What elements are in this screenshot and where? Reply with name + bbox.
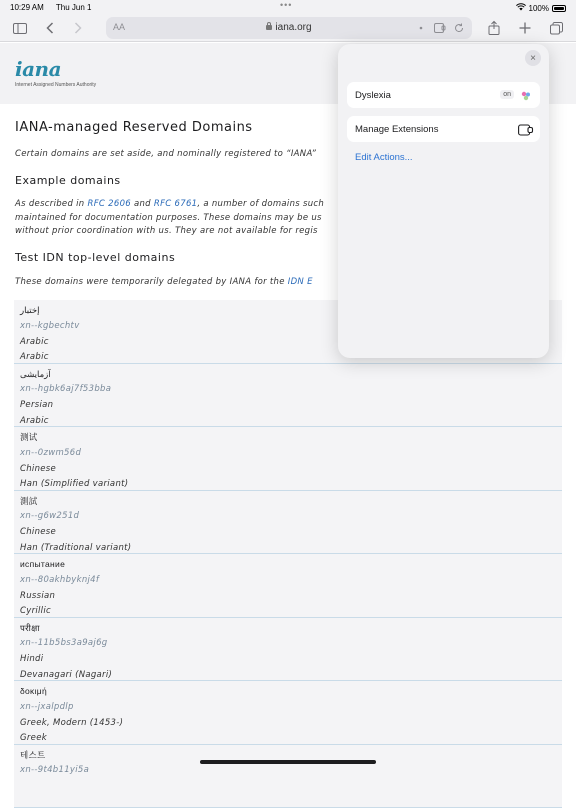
- example-text-2: and: [130, 199, 154, 209]
- script-value: Devanagari (Nagari): [20, 669, 113, 680]
- test-idn-heading: Test IDN top-level domains: [15, 251, 176, 264]
- table-row: [14, 681, 562, 745]
- manage-extensions-row[interactable]: [347, 116, 540, 142]
- status-time: 10:29 AM: [10, 3, 44, 12]
- example-text-3: , a number of domains such: [197, 199, 325, 209]
- table-row: [14, 618, 562, 682]
- extensions-puzzle-icon[interactable]: [433, 21, 447, 35]
- idn-label: آزمایشی: [20, 368, 51, 379]
- punycode-value: xn--hgbk6aj7f53bba: [20, 384, 112, 395]
- idn-evaluation-link[interactable]: IDN E: [287, 277, 313, 287]
- script-value: [20, 795, 556, 811]
- example-text-1: As described in: [15, 199, 88, 209]
- text-size-button[interactable]: AA: [113, 22, 126, 32]
- extension-dyslexia-row[interactable]: [347, 82, 540, 108]
- punycode-value: xn--kgbechtv: [20, 320, 80, 331]
- script-value: Arabic: [20, 415, 49, 426]
- battery-percent: 100%: [528, 3, 549, 13]
- idn-label: 測試: [20, 495, 38, 506]
- idn-label: परीक्षा: [20, 622, 40, 633]
- battery-icon: [552, 5, 566, 12]
- language-value: Hindi: [20, 654, 44, 665]
- idn-label: δοκιμή: [20, 686, 48, 696]
- share-icon[interactable]: [484, 18, 504, 38]
- test-idn-paragraph: [15, 276, 313, 290]
- table-row: [14, 491, 562, 555]
- status-bar: [0, 0, 576, 14]
- script-value: Arabic: [20, 352, 49, 363]
- idn-table: [14, 300, 562, 808]
- page-title: IANA-managed Reserved Domains: [15, 120, 253, 135]
- back-icon[interactable]: [40, 18, 60, 38]
- example-domains-heading: Example domains: [15, 174, 121, 187]
- extensions-puzzle-icon: [518, 123, 534, 135]
- reload-icon[interactable]: [452, 21, 466, 35]
- script-value: Han (Traditional variant): [20, 542, 132, 553]
- language-value: [20, 779, 556, 795]
- table-row: [14, 427, 562, 491]
- tabs-overview-icon[interactable]: [546, 18, 566, 38]
- wifi-icon: [516, 3, 526, 13]
- example-paragraph: [15, 198, 324, 239]
- example-text-line2: maintained for documentation purposes. These domains may be us: [15, 212, 322, 223]
- test-idn-text: These domains were temporarily delegated by IANA for the: [15, 277, 288, 287]
- url-text: iana.org: [275, 22, 312, 33]
- sidebar-icon[interactable]: [10, 18, 30, 38]
- script-value: Cyrillic: [20, 606, 51, 617]
- home-indicator[interactable]: [200, 760, 376, 764]
- idn-label: 테스트: [20, 749, 46, 760]
- new-tab-icon[interactable]: [515, 18, 535, 38]
- logo-wordmark: iana: [15, 57, 62, 81]
- table-row: [14, 745, 562, 809]
- close-button[interactable]: ×: [525, 50, 541, 66]
- lock-icon: [266, 25, 272, 30]
- language-value: Arabic: [20, 336, 49, 347]
- table-row: [14, 364, 562, 428]
- example-text-line3: without prior coordination with us. They are not available for regis: [15, 226, 318, 236]
- rfc-6761-link[interactable]: RFC 6761: [153, 199, 198, 209]
- dyslexia-extension-icon: [520, 89, 532, 101]
- idn-label: испытание: [20, 559, 66, 569]
- address-bar[interactable]: [106, 17, 472, 39]
- idn-label: 测试: [20, 432, 38, 442]
- browser-toolbar: [0, 14, 576, 42]
- forward-icon[interactable]: [68, 18, 88, 38]
- language-value: Persian: [20, 400, 54, 411]
- logo-subtitle: Internet Assigned Numbers Authority: [15, 82, 97, 88]
- iana-logo[interactable]: [15, 57, 96, 88]
- extension-status-badge: on: [500, 90, 514, 99]
- punycode-value: xn--11b5bs3a9aj6g: [20, 638, 108, 649]
- language-value: Greek, Modern (1453-): [20, 717, 124, 728]
- table-row: [14, 554, 562, 618]
- multitasking-handle[interactable]: •••: [280, 0, 293, 10]
- punycode-value: xn--jxalpdlp: [20, 701, 74, 712]
- extensions-popover: [338, 44, 549, 358]
- punycode-value: xn--0zwm56d: [20, 447, 82, 458]
- script-value: Greek: [20, 733, 47, 744]
- language-value: Chinese: [20, 527, 57, 538]
- extension-dot-icon[interactable]: [414, 21, 428, 35]
- status-date: Thu Jun 1: [55, 3, 92, 12]
- punycode-value: xn--g6w251d: [20, 511, 80, 522]
- language-value: Chinese: [20, 463, 57, 474]
- punycode-value: xn--9t4b11yi5a: [20, 765, 90, 776]
- extension-name: Dyslexia: [355, 90, 391, 101]
- edit-actions-link[interactable]: Edit Actions...: [355, 152, 413, 163]
- intro-paragraph: Certain domains are set aside, and nominally registered to “IANA”: [15, 149, 317, 159]
- idn-label: إختبار: [20, 305, 40, 315]
- language-value: Russian: [20, 590, 56, 601]
- rfc-2606-link[interactable]: RFC 2606: [87, 199, 131, 209]
- script-value: Han (Simplified variant): [20, 479, 129, 490]
- punycode-value: xn--80akhbyknj4f: [20, 574, 100, 585]
- manage-extensions-label: Manage Extensions: [355, 124, 439, 135]
